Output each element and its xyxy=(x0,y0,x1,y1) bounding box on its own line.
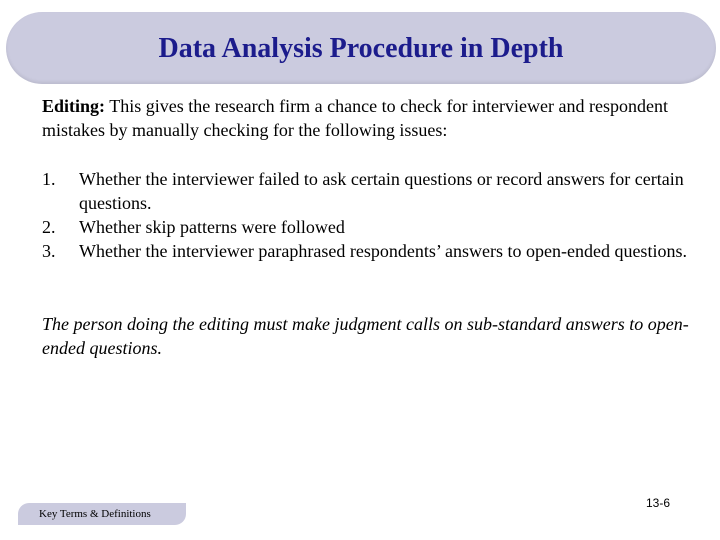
list-item xyxy=(42,215,702,239)
intro-paragraph xyxy=(42,94,702,142)
italic-note: The person doing the editing must make judgment calls on sub-standard answers to open-ended questions. xyxy=(42,314,689,358)
intro-text: This gives the research firm a chance to check for interviewer and respondent mistakes by manually checking for the following issues: xyxy=(42,96,668,140)
footer-tab-label: Key Terms & Definitions xyxy=(39,508,151,520)
list-item-number: 1. xyxy=(42,169,56,189)
footer-tab xyxy=(18,503,186,525)
list-item-text: Whether the interviewer failed to ask certain questions or record answers for certain questions. xyxy=(79,169,684,213)
list-item-number: 3. xyxy=(42,241,56,261)
intro-term: Editing: xyxy=(42,96,106,116)
list-item xyxy=(42,239,702,263)
list-item-number: 2. xyxy=(42,217,56,237)
issue-list xyxy=(42,167,702,263)
list-item-text: Whether the interviewer paraphrased respondents’ answers to open-ended questions. xyxy=(79,241,687,261)
slide-title: Data Analysis Procedure in Depth xyxy=(158,33,564,64)
page-number: 13-6 xyxy=(646,496,671,510)
list-item-text: Whether skip patterns were followed xyxy=(79,217,345,237)
list-item xyxy=(42,167,702,215)
title-banner xyxy=(6,12,716,84)
